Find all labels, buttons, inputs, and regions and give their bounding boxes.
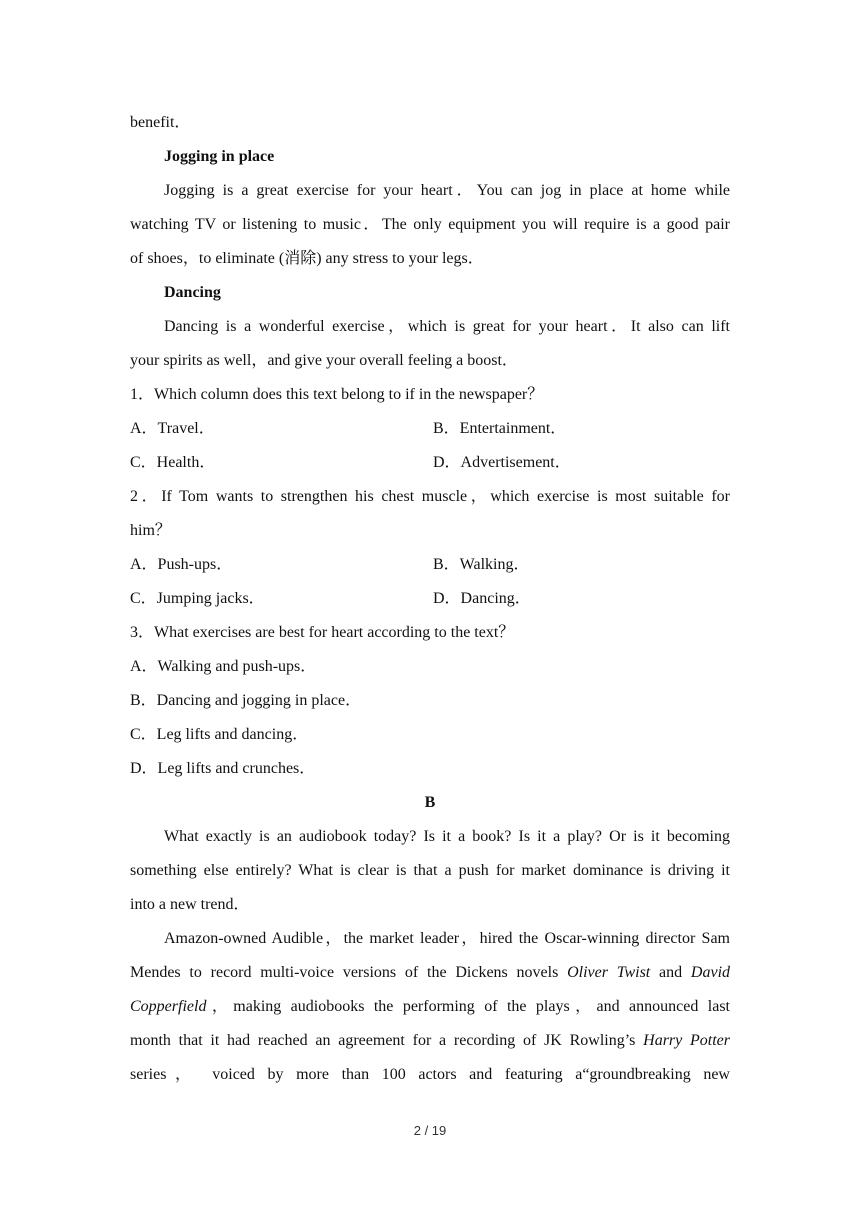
question-3-text: 3．What exercises are best for heart according to the text？ xyxy=(130,624,515,641)
option-a: A．Push-ups． xyxy=(130,556,233,573)
paragraph-line: Amazon-owned Audible，the market leader，hired the Oscar-winning director Sam xyxy=(164,930,730,947)
question-2-options-row-1 xyxy=(130,548,730,582)
question-2-options-row-2 xyxy=(130,582,730,616)
book-title-david: David xyxy=(690,964,730,981)
section-heading-jogging: Jogging in place xyxy=(164,148,275,165)
paragraph-line: Jogging is a great exercise for your heart．You can jog in place at home while xyxy=(164,182,730,199)
paragraph-line: What exactly is an audiobook today? Is it a book? Is it a play? Or is it becoming xyxy=(164,828,730,845)
document-page xyxy=(130,106,730,1092)
option-c: C．Leg lifts and dancing． xyxy=(130,726,309,743)
paragraph-line: watching TV or listening to music．The only equipment you will require is a good pair xyxy=(130,216,730,233)
passage-b-heading: B xyxy=(424,794,436,811)
question-1-options-row-1 xyxy=(130,412,730,446)
book-title-copperfield: Copperfield xyxy=(130,998,207,1015)
paragraph-line: series， voiced by more than 100 actors and featuring a“groundbreaking new xyxy=(130,1066,730,1083)
paragraph-line: Dancing is a wonderful exercise，which is great for your heart．It also can lift xyxy=(164,318,730,335)
option-c: C．Jumping jacks． xyxy=(130,590,265,607)
paragraph-line xyxy=(130,990,730,1024)
text-run: ，making audiobooks the performing of the plays，and announced last xyxy=(206,998,730,1015)
book-title-oliver-twist: Oliver Twist xyxy=(567,964,651,981)
paragraph-line: something else entirely? What is clear is that a push for market dominance is driving it xyxy=(130,862,730,879)
option-d: D．Leg lifts and crunches． xyxy=(130,760,316,777)
question-2-text-cont: him？ xyxy=(130,522,171,539)
paragraph-line: your spirits as well，and give your overall feeling a boost． xyxy=(130,352,518,369)
question-1-text: 1．Which column does this text belong to if in the newspaper？ xyxy=(130,386,544,403)
option-c: C．Health． xyxy=(130,454,216,471)
text-run: Mendes to record multi-voice versions of the Dickens novels xyxy=(130,964,568,981)
question-2-text: 2．If Tom wants to strengthen his chest muscle，which exercise is most suitable for xyxy=(130,488,730,505)
paragraph-line xyxy=(130,956,730,990)
option-b: B．Dancing and jogging in place． xyxy=(130,692,362,709)
option-d: D．Advertisement． xyxy=(433,454,571,471)
passage-a-continued-text: benefit． xyxy=(130,114,191,131)
option-b: B．Entertainment． xyxy=(433,420,567,437)
paragraph-line: into a new trend． xyxy=(130,896,250,913)
question-1-options-row-2 xyxy=(130,446,730,480)
book-title-harry-potter: Harry Potter xyxy=(643,1032,730,1049)
text-run: and xyxy=(650,964,691,981)
option-b: B．Walking． xyxy=(433,556,530,573)
option-d: D．Dancing． xyxy=(433,590,531,607)
text-run: month that it had reached an agreement for a recording of JK Rowling’s xyxy=(130,1032,644,1049)
page-number: 2 / 19 xyxy=(413,1123,447,1138)
section-heading-dancing: Dancing xyxy=(164,284,221,301)
paragraph-line: of shoes，to eliminate (消除) any stress to your legs． xyxy=(130,250,484,267)
option-a: A．Travel． xyxy=(130,420,215,437)
paragraph-line xyxy=(130,1024,730,1058)
option-a: A．Walking and push-ups． xyxy=(130,658,317,675)
